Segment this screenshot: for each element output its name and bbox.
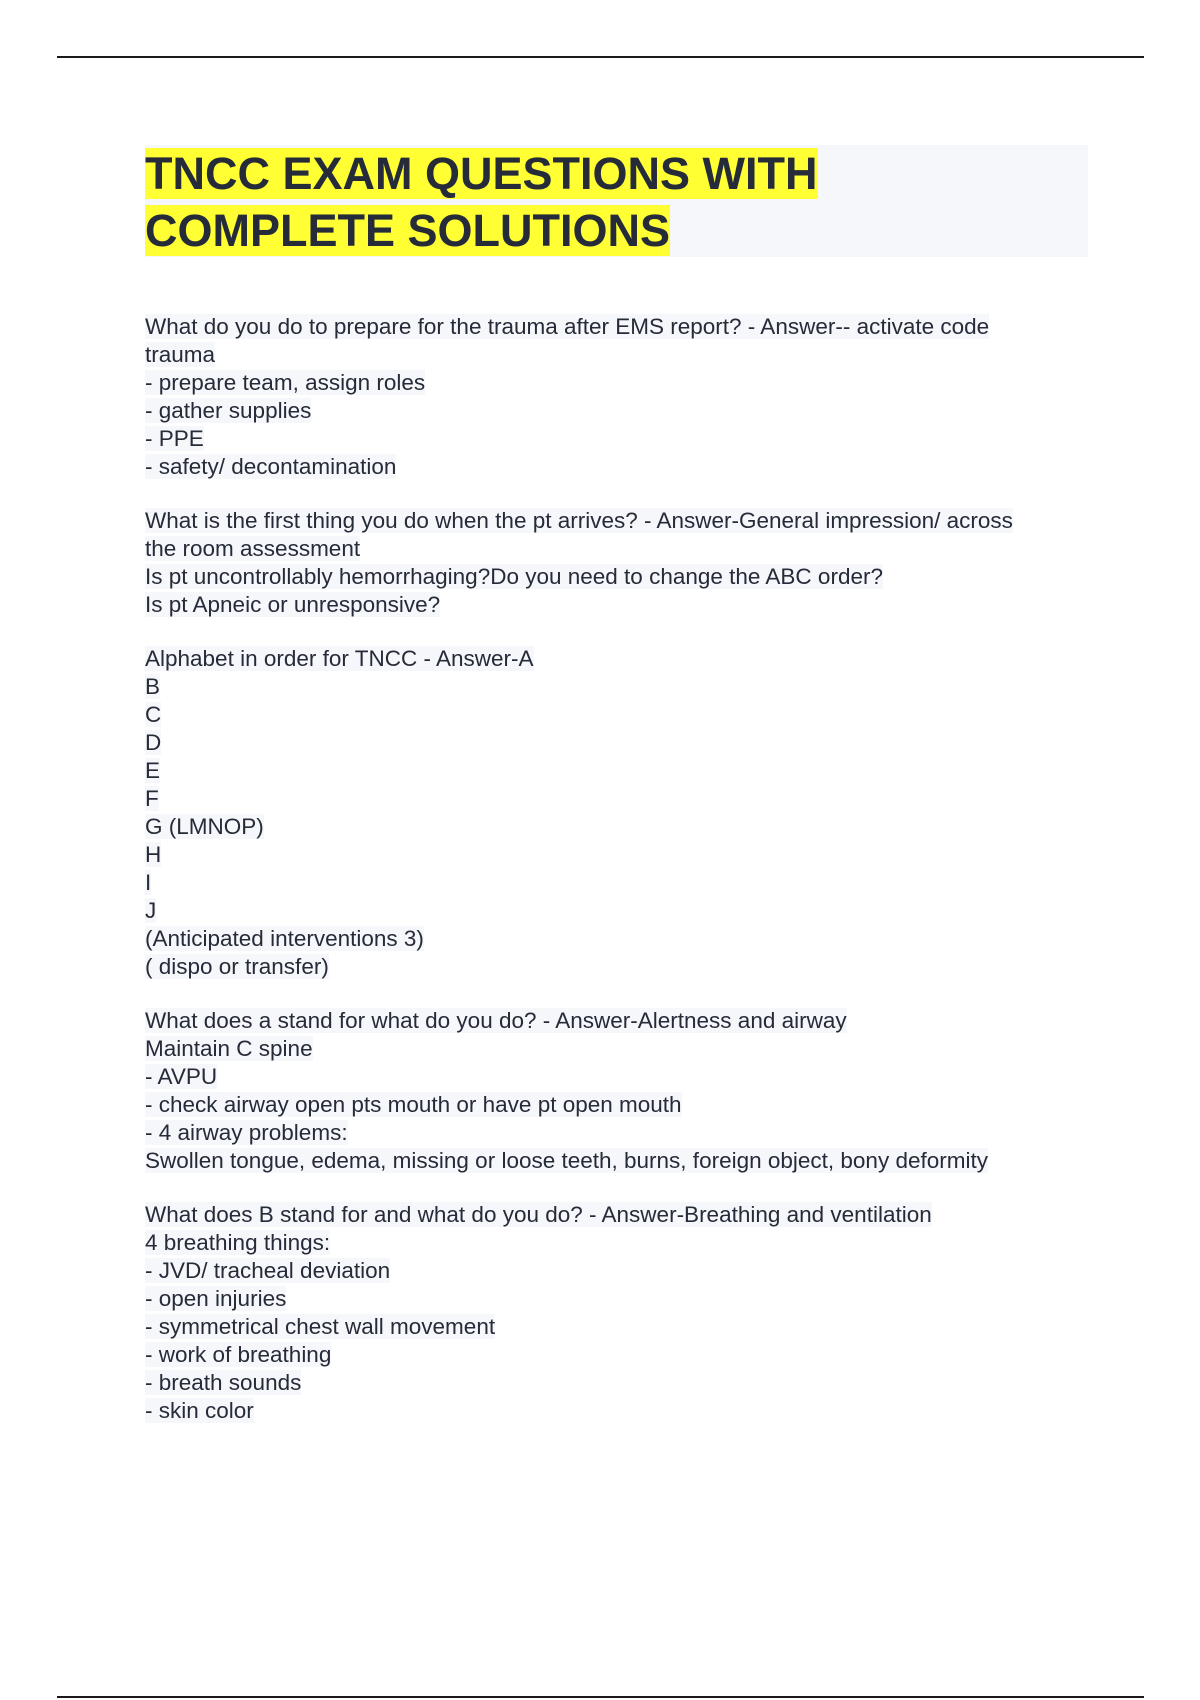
qa-answer-line: - AVPU [145,1064,218,1089]
qa-answer-line: - work of breathing [145,1342,332,1367]
qa-answer-line: the room assessment [145,536,361,561]
qa-answer-line: I [145,870,152,895]
qa-question-line: What is the first thing you do when the pt arrives? - Answer-General impression/ across [145,508,1013,533]
qa-answer-line: E [145,758,161,783]
qa-answer-line: - safety/ decontamination [145,454,397,479]
qa-list [145,313,1088,1451]
qa-item [145,507,1088,619]
qa-answer-line: ( dispo or transfer) [145,954,329,979]
qa-answer-line: - gather supplies [145,398,312,423]
qa-item [145,645,1088,981]
qa-question-line: What does B stand for and what do you do? - Answer-Breathing and ventilation [145,1202,932,1227]
qa-question-line: Alphabet in order for TNCC - Answer-A [145,646,534,671]
qa-answer-line: - 4 airway problems: [145,1120,348,1145]
qa-question-line: What does a stand for what do you do? - Answer-Alertness and airway [145,1008,847,1033]
top-divider [57,56,1144,58]
document-title [145,145,1088,257]
qa-answer-line: Is pt Apneic or unresponsive? [145,592,441,617]
qa-answer-line: D [145,730,162,755]
title-line: TNCC EXAM QUESTIONS WITH [145,148,818,199]
qa-answer-line: - PPE [145,426,204,451]
qa-answer-line: trauma [145,342,216,367]
qa-answer-line: - check airway open pts mouth or have pt open mouth [145,1092,682,1117]
qa-answer-line: (Anticipated interventions 3) [145,926,424,951]
qa-answer-line: B [145,674,161,699]
qa-answer-line: 4 breathing things: [145,1230,331,1255]
title-line: COMPLETE SOLUTIONS [145,205,671,256]
qa-answer-line: Maintain C spine [145,1036,313,1061]
qa-answer-line: - skin color [145,1398,254,1423]
qa-answer-line: Is pt uncontrollably hemorrhaging?Do you need to change the ABC order? [145,564,883,589]
qa-answer-line: - open injuries [145,1286,287,1311]
qa-answer-line: Swollen tongue, edema, missing or loose teeth, burns, foreign object, bony deformity [145,1148,988,1173]
qa-answer-line: C [145,702,162,727]
qa-answer-line: - JVD/ tracheal deviation [145,1258,391,1283]
qa-answer-line: - prepare team, assign roles [145,370,426,395]
qa-item [145,1201,1088,1425]
qa-answer-line: F [145,786,159,811]
qa-answer-line: H [145,842,162,867]
qa-answer-line: - breath sounds [145,1370,302,1395]
qa-item [145,1007,1088,1175]
bottom-divider [57,1696,1144,1698]
qa-answer-line: - symmetrical chest wall movement [145,1314,496,1339]
qa-item [145,313,1088,481]
qa-answer-line: J [145,898,157,923]
qa-answer-line: G (LMNOP) [145,814,264,839]
qa-question-line: What do you do to prepare for the trauma after EMS report? - Answer-- activate code [145,314,990,339]
